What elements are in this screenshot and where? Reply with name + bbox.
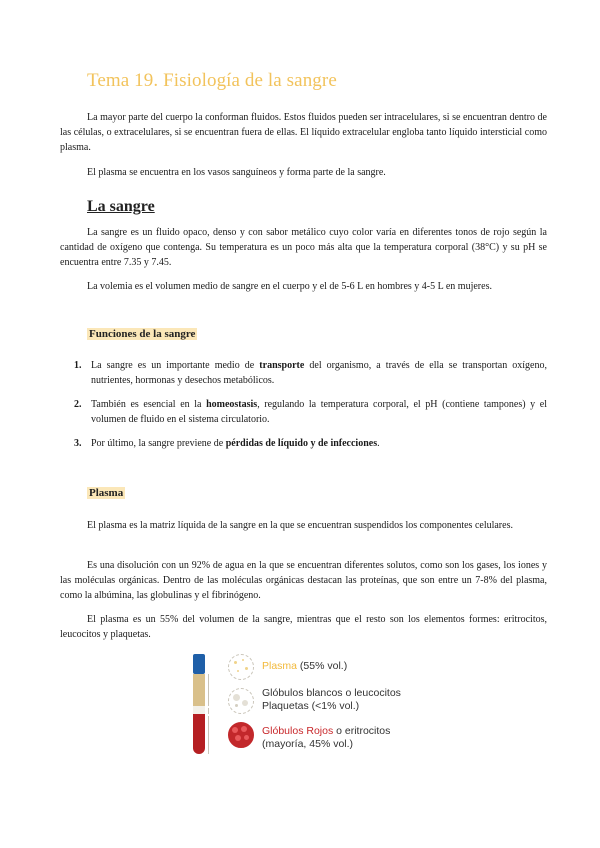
page-title: Tema 19. Fisiología de la sangre	[87, 70, 337, 91]
section-heading-la-sangre: La sangre	[87, 198, 155, 215]
list-number: 1.	[74, 360, 82, 371]
list-item	[60, 397, 547, 427]
plasma-label	[262, 660, 347, 673]
rbc-label-name: Glóbulos Rojos	[262, 725, 334, 737]
tube-plasma-layer	[193, 674, 205, 706]
list-item	[60, 436, 547, 451]
rbc-label-rest: o eritrocitos	[333, 725, 391, 737]
list-text-post: del organismo, a través de ella se transportan oxígeno, nutrientes, hormonas y desechos metabólicos.	[91, 360, 547, 386]
list-item	[60, 358, 547, 388]
tube-body	[193, 674, 205, 754]
list-text-pre: Por último, la sangre previene de	[91, 438, 226, 449]
tube-cap	[193, 654, 205, 674]
rbc-bracket	[208, 716, 209, 754]
list-text-pre: También es esencial en la	[91, 399, 207, 410]
plasma-circle-icon	[228, 654, 254, 680]
plasma-paragraph-1: El plasma es la matriz líquida de la sangre en la que se encuentran suspendidos los componentes celulares.	[87, 520, 513, 531]
list-text-bold: pérdidas de líquido y de infecciones	[225, 438, 378, 449]
list-text-bold: transporte	[259, 360, 305, 371]
plasma-paragraph-2: Es una disolución con un 92% de agua en la que se encuentran diferentes solutos, como son los gases, los iones y las moléculas orgánicas. Dentro de las moléculas orgánicas destacan las proteínas, que son entre un 7-8% del plasma, como la albúmina, las globulinas y el fibrinógeno.	[60, 560, 547, 601]
rbc-label-line-1	[262, 725, 390, 738]
rbc-label-line-2: (mayoría, 45% vol.)	[262, 738, 354, 750]
plasma-bracket	[208, 674, 209, 706]
blood-composition-figure	[190, 652, 430, 757]
plasma-label-detail: (55% vol.)	[297, 660, 348, 672]
plasma-label-name: Plasma	[262, 660, 298, 672]
list-text-bold: homeostasis	[206, 399, 258, 410]
sangre-paragraph-2: La volemia es el volumen medio de sangre en el cuerpo y el de 5-6 L en hombres y 4-5 L en mujeres.	[87, 281, 492, 292]
plasma-paragraph-3: El plasma es un 55% del volumen de la sangre, mientras que el resto son los elementos formes: eritrocitos, leucocitos y plaquetas.	[60, 614, 547, 640]
list-text-post: , regulando la temperatura corporal, el pH (contiene tampones) y el volumen de fluido en el sistema circulatorio.	[91, 399, 548, 425]
subheading-funciones: Funciones de la sangre	[89, 328, 196, 340]
test-tube-illustration	[190, 652, 220, 756]
list-text-post: .	[377, 438, 380, 449]
wbc-label-line-2: Plaquetas (<1% vol.)	[262, 700, 360, 712]
sangre-paragraph-1: La sangre es un fluido opaco, denso y con sabor metálico cuyo color varía en diferentes tonos de rojo según la cantidad de oxígeno que contenga. Su temperatura es un poco más alta que la temperatura corporal (38°C) y su pH se encuentra entre 7.35 y 7.45.	[60, 227, 547, 268]
intro-paragraph-1: La mayor parte del cuerpo la conforman fluidos. Estos fluidos pueden ser intracelulares, si se encuentran dentro de las células, o extracelulares, si se encuentran fuera de ellas. El líquido extracelular engloba tanto líquido intersticial como plasma.	[60, 112, 547, 153]
wbc-label-line-1: Glóbulos blancos o leucocitos	[262, 687, 401, 699]
subheading-plasma: Plasma	[89, 487, 124, 499]
intro-paragraph-2: El plasma se encuentra en los vasos sanguíneos y forma parte de la sangre.	[87, 167, 386, 178]
list-text-pre: La sangre es un importante medio de	[91, 360, 260, 371]
funciones-list	[60, 358, 547, 460]
list-number: 2.	[74, 399, 82, 410]
list-number: 3.	[74, 438, 82, 449]
wbc-circle-icon	[228, 688, 254, 714]
rbc-circle-icon	[228, 722, 254, 748]
wbc-bracket	[208, 708, 209, 714]
tube-red-cell-layer	[193, 714, 205, 754]
tube-buffy-coat-layer	[193, 706, 205, 714]
